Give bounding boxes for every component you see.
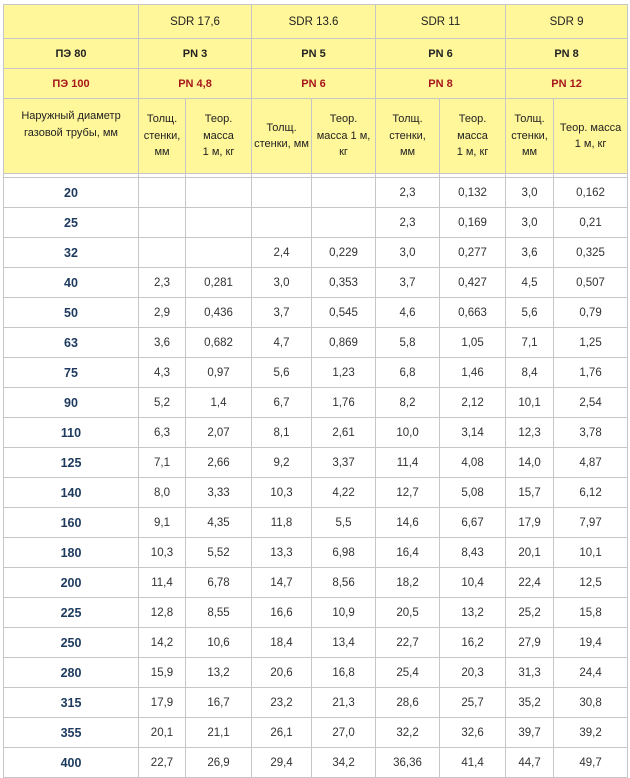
table-row: [4, 628, 628, 658]
column-header-line: стенки,: [143, 129, 181, 142]
mass-cell: 10,9: [312, 598, 376, 628]
wall-thickness-cell: [252, 178, 312, 208]
mass-cell: 0,682: [186, 328, 252, 358]
mass-cell: 0,277: [440, 238, 506, 268]
wall-thickness-cell: 26,1: [252, 718, 312, 748]
outer-diameter-cell: 140: [4, 478, 139, 508]
column-header-line: мм: [154, 146, 170, 159]
wall-thickness-cell: 11,4: [139, 568, 186, 598]
wall-thickness-cell: 12,3: [506, 418, 554, 448]
pe100-label: ПЭ 100: [4, 69, 139, 99]
wall-thickness-cell: 12,7: [376, 478, 440, 508]
outer-diameter-cell: 90: [4, 388, 139, 418]
outer-diameter-cell: 40: [4, 268, 139, 298]
wall-thickness-cell: 7,1: [506, 328, 554, 358]
mass-cell: 8,55: [186, 598, 252, 628]
mass-cell: 2,07: [186, 418, 252, 448]
outer-diameter-cell: 25: [4, 208, 139, 238]
wall-thickness-cell: 10,1: [506, 388, 554, 418]
mass-column-header: [440, 99, 506, 174]
wall-thickness-cell: 5,8: [376, 328, 440, 358]
mass-cell: 24,4: [554, 658, 628, 688]
mass-column-header: [312, 99, 376, 174]
column-header-line: 1 м, кг: [202, 146, 235, 159]
mass-cell: [186, 178, 252, 208]
mass-cell: 0,132: [440, 178, 506, 208]
mass-cell: 6,98: [312, 538, 376, 568]
column-header-line: стенки,: [389, 129, 426, 142]
mass-cell: 21,3: [312, 688, 376, 718]
wall-thickness-cell: 10,3: [252, 478, 312, 508]
mass-cell: 6,12: [554, 478, 628, 508]
mass-cell: 16,2: [440, 628, 506, 658]
mass-cell: 39,2: [554, 718, 628, 748]
mass-cell: 0,436: [186, 298, 252, 328]
mass-cell: 1,4: [186, 388, 252, 418]
mass-cell: 15,8: [554, 598, 628, 628]
mass-cell: 0,427: [440, 268, 506, 298]
column-header-line: Теор.: [329, 113, 358, 126]
table-row: [4, 718, 628, 748]
outer-diameter-cell: 160: [4, 508, 139, 538]
mass-cell: 26,9: [186, 748, 252, 778]
table-row: [4, 208, 628, 238]
pe80-pn-sdr13-6: PN 5: [252, 39, 376, 69]
mass-cell: [186, 208, 252, 238]
table-row: [4, 418, 628, 448]
mass-cell: 0,869: [312, 328, 376, 358]
mass-cell: 0,353: [312, 268, 376, 298]
mass-cell: 8,56: [312, 568, 376, 598]
wall-thickness-column-header: [139, 99, 186, 174]
wall-thickness-cell: 18,4: [252, 628, 312, 658]
wall-thickness-cell: 28,6: [376, 688, 440, 718]
wall-thickness-cell: [139, 238, 186, 268]
wall-thickness-cell: [139, 178, 186, 208]
wall-thickness-cell: 16,4: [376, 538, 440, 568]
table-row: [4, 538, 628, 568]
wall-thickness-cell: 2,3: [376, 208, 440, 238]
wall-thickness-cell: 14,7: [252, 568, 312, 598]
mass-cell: 19,4: [554, 628, 628, 658]
wall-thickness-cell: 3,6: [139, 328, 186, 358]
mass-cell: 10,6: [186, 628, 252, 658]
wall-thickness-cell: 3,7: [376, 268, 440, 298]
wall-thickness-cell: 3,6: [506, 238, 554, 268]
column-header-line: мм: [521, 146, 538, 159]
column-header-line: Теор. масса: [203, 113, 234, 142]
mass-column-header: [554, 99, 628, 174]
mass-cell: 0,229: [312, 238, 376, 268]
column-header-row: [4, 99, 628, 174]
outer-diameter-cell: 250: [4, 628, 139, 658]
wall-thickness-cell: 6,7: [252, 388, 312, 418]
mass-cell: 3,37: [312, 448, 376, 478]
table-row: [4, 178, 628, 208]
wall-thickness-cell: 3,0: [376, 238, 440, 268]
pe80-pn-sdr9: PN 8: [506, 39, 628, 69]
mass-cell: 0,162: [554, 178, 628, 208]
mass-cell: 13,2: [186, 658, 252, 688]
mass-cell: 2,66: [186, 448, 252, 478]
wall-thickness-cell: 15,9: [139, 658, 186, 688]
wall-thickness-cell: 27,9: [506, 628, 554, 658]
wall-thickness-cell: 3,7: [252, 298, 312, 328]
mass-cell: 6,78: [186, 568, 252, 598]
diameter-header: [4, 99, 139, 174]
outer-diameter-cell: 110: [4, 418, 139, 448]
wall-thickness-column-header: [506, 99, 554, 174]
pe80-pn-sdr11: PN 6: [376, 39, 506, 69]
column-header-line: Толщ.: [146, 113, 178, 126]
wall-thickness-cell: 6,8: [376, 358, 440, 388]
mass-cell: 8,43: [440, 538, 506, 568]
wall-thickness-cell: 3,0: [252, 268, 312, 298]
table-row: [4, 298, 628, 328]
wall-thickness-cell: 7,1: [139, 448, 186, 478]
wall-thickness-cell: 8,0: [139, 478, 186, 508]
wall-thickness-cell: 22,7: [376, 628, 440, 658]
pipe-specs-table: [3, 4, 628, 778]
outer-diameter-cell: 315: [4, 688, 139, 718]
corner-cell: [4, 5, 139, 39]
mass-cell: 12,5: [554, 568, 628, 598]
wall-thickness-cell: 20,5: [376, 598, 440, 628]
wall-thickness-cell: 14,6: [376, 508, 440, 538]
outer-diameter-cell: 200: [4, 568, 139, 598]
mass-cell: 13,4: [312, 628, 376, 658]
wall-thickness-cell: 17,9: [506, 508, 554, 538]
mass-cell: 1,05: [440, 328, 506, 358]
wall-thickness-cell: 9,1: [139, 508, 186, 538]
outer-diameter-cell: 20: [4, 178, 139, 208]
wall-thickness-cell: 5,6: [252, 358, 312, 388]
wall-thickness-cell: 25,4: [376, 658, 440, 688]
mass-cell: 32,6: [440, 718, 506, 748]
wall-thickness-cell: 32,2: [376, 718, 440, 748]
wall-thickness-cell: 9,2: [252, 448, 312, 478]
wall-thickness-cell: 3,0: [506, 178, 554, 208]
table-row: [4, 478, 628, 508]
wall-thickness-cell: 22,4: [506, 568, 554, 598]
mass-cell: 2,61: [312, 418, 376, 448]
wall-thickness-cell: 14,0: [506, 448, 554, 478]
mass-cell: 10,1: [554, 538, 628, 568]
wall-thickness-cell: 6,3: [139, 418, 186, 448]
wall-thickness-cell: [139, 208, 186, 238]
mass-cell: 16,8: [312, 658, 376, 688]
mass-cell: 3,14: [440, 418, 506, 448]
wall-thickness-cell: 14,2: [139, 628, 186, 658]
mass-cell: 20,3: [440, 658, 506, 688]
pe80-row: [4, 39, 628, 69]
mass-cell: 30,8: [554, 688, 628, 718]
wall-thickness-cell: 5,2: [139, 388, 186, 418]
mass-cell: 49,7: [554, 748, 628, 778]
wall-thickness-cell: 20,6: [252, 658, 312, 688]
wall-thickness-cell: 12,8: [139, 598, 186, 628]
mass-cell: 1,76: [312, 388, 376, 418]
wall-thickness-cell: 31,3: [506, 658, 554, 688]
wall-thickness-cell: 2,4: [252, 238, 312, 268]
wall-thickness-cell: 20,1: [506, 538, 554, 568]
mass-cell: 3,33: [186, 478, 252, 508]
column-header-line: кг: [339, 146, 348, 159]
wall-thickness-cell: 15,7: [506, 478, 554, 508]
wall-thickness-cell: 5,6: [506, 298, 554, 328]
mass-cell: [186, 238, 252, 268]
mass-cell: [312, 208, 376, 238]
wall-thickness-cell: 18,2: [376, 568, 440, 598]
table-row: [4, 388, 628, 418]
column-header-line: Толщ.: [514, 113, 545, 126]
column-header-line: Толщ.: [392, 113, 423, 126]
wall-thickness-column-header: [376, 99, 440, 174]
wall-thickness-cell: 23,2: [252, 688, 312, 718]
mass-cell: 2,54: [554, 388, 628, 418]
column-header-line: масса 1 м,: [316, 129, 371, 142]
pe100-pn-sdr11: PN 8: [376, 69, 506, 99]
wall-thickness-cell: 13,3: [252, 538, 312, 568]
column-header-line: Теор. масса: [457, 113, 488, 142]
mass-cell: 0,21: [554, 208, 628, 238]
mass-cell: 41,4: [440, 748, 506, 778]
mass-cell: 1,46: [440, 358, 506, 388]
outer-diameter-cell: 355: [4, 718, 139, 748]
mass-cell: 1,76: [554, 358, 628, 388]
pe100-pn-sdr9: PN 12: [506, 69, 628, 99]
mass-cell: 0,663: [440, 298, 506, 328]
outer-diameter-cell: 280: [4, 658, 139, 688]
table-row: [4, 358, 628, 388]
outer-diameter-cell: 50: [4, 298, 139, 328]
sdr-13-6-header: SDR 13.6: [252, 5, 376, 39]
outer-diameter-cell: 75: [4, 358, 139, 388]
wall-thickness-cell: 10,0: [376, 418, 440, 448]
mass-cell: 10,4: [440, 568, 506, 598]
mass-cell: 5,52: [186, 538, 252, 568]
mass-cell: 0,325: [554, 238, 628, 268]
mass-cell: 2,12: [440, 388, 506, 418]
mass-cell: 16,7: [186, 688, 252, 718]
wall-thickness-cell: 4,5: [506, 268, 554, 298]
mass-cell: 6,67: [440, 508, 506, 538]
sdr-17-6-header: SDR 17,6: [139, 5, 252, 39]
wall-thickness-cell: 2,3: [376, 178, 440, 208]
table-row: [4, 268, 628, 298]
wall-thickness-cell: 2,9: [139, 298, 186, 328]
wall-thickness-cell: 29,4: [252, 748, 312, 778]
mass-cell: 4,08: [440, 448, 506, 478]
mass-cell: [312, 178, 376, 208]
outer-diameter-cell: 225: [4, 598, 139, 628]
table-row: [4, 238, 628, 268]
table-row: [4, 328, 628, 358]
wall-thickness-cell: 3,0: [506, 208, 554, 238]
table-row: [4, 658, 628, 688]
pe80-label: ПЭ 80: [4, 39, 139, 69]
outer-diameter-cell: 180: [4, 538, 139, 568]
outer-diameter-cell: 32: [4, 238, 139, 268]
pe80-pn-sdr17-6: PN 3: [139, 39, 252, 69]
wall-thickness-cell: 36,36: [376, 748, 440, 778]
wall-thickness-column-header: [252, 99, 312, 174]
mass-cell: 13,2: [440, 598, 506, 628]
pe100-row: [4, 69, 628, 99]
mass-cell: 0,545: [312, 298, 376, 328]
column-header-line: стенки, мм: [254, 138, 309, 150]
table-row: [4, 568, 628, 598]
diameter-header-line1: Наружный диаметр: [21, 110, 121, 122]
outer-diameter-cell: 63: [4, 328, 139, 358]
sdr-9-header: SDR 9: [506, 5, 628, 39]
mass-cell: 0,169: [440, 208, 506, 238]
outer-diameter-cell: 125: [4, 448, 139, 478]
table-row: [4, 598, 628, 628]
wall-thickness-cell: 44,7: [506, 748, 554, 778]
mass-cell: 5,5: [312, 508, 376, 538]
mass-cell: 34,2: [312, 748, 376, 778]
mass-cell: 0,79: [554, 298, 628, 328]
mass-cell: 3,78: [554, 418, 628, 448]
table-row: [4, 448, 628, 478]
mass-cell: 21,1: [186, 718, 252, 748]
mass-cell: 4,22: [312, 478, 376, 508]
wall-thickness-cell: 16,6: [252, 598, 312, 628]
table-row: [4, 688, 628, 718]
wall-thickness-cell: 2,3: [139, 268, 186, 298]
wall-thickness-cell: 11,8: [252, 508, 312, 538]
column-header-line: Теор. масса: [559, 121, 622, 134]
column-header-line: 1 м, кг: [456, 146, 489, 159]
sdr-11-header: SDR 11: [376, 5, 506, 39]
wall-thickness-cell: [252, 208, 312, 238]
wall-thickness-cell: 39,7: [506, 718, 554, 748]
column-header-line: стенки,: [511, 129, 548, 142]
pe100-pn-sdr13-6: PN 6: [252, 69, 376, 99]
wall-thickness-cell: 11,4: [376, 448, 440, 478]
table-row: [4, 508, 628, 538]
wall-thickness-cell: 8,4: [506, 358, 554, 388]
mass-column-header: [186, 99, 252, 174]
wall-thickness-cell: 20,1: [139, 718, 186, 748]
mass-cell: 4,87: [554, 448, 628, 478]
mass-cell: 4,35: [186, 508, 252, 538]
mass-cell: 25,7: [440, 688, 506, 718]
mass-cell: 5,08: [440, 478, 506, 508]
wall-thickness-cell: 4,3: [139, 358, 186, 388]
mass-cell: 0,507: [554, 268, 628, 298]
wall-thickness-cell: 17,9: [139, 688, 186, 718]
wall-thickness-cell: 22,7: [139, 748, 186, 778]
wall-thickness-cell: 4,7: [252, 328, 312, 358]
column-header-line: Толщ.: [266, 121, 297, 134]
outer-diameter-cell: 400: [4, 748, 139, 778]
mass-cell: 7,97: [554, 508, 628, 538]
column-header-line: мм: [399, 146, 416, 159]
mass-cell: 1,23: [312, 358, 376, 388]
column-header-line: 1 м, кг: [574, 138, 607, 150]
mass-cell: 0,97: [186, 358, 252, 388]
mass-cell: 1,25: [554, 328, 628, 358]
wall-thickness-cell: 35,2: [506, 688, 554, 718]
diameter-header-line2: газовой трубы, мм: [24, 126, 118, 139]
wall-thickness-cell: 8,2: [376, 388, 440, 418]
wall-thickness-cell: 8,1: [252, 418, 312, 448]
wall-thickness-cell: 10,3: [139, 538, 186, 568]
wall-thickness-cell: 25,2: [506, 598, 554, 628]
table-row: [4, 748, 628, 778]
wall-thickness-cell: 4,6: [376, 298, 440, 328]
sdr-header-row: [4, 5, 628, 39]
pe100-pn-sdr17-6: PN 4,8: [139, 69, 252, 99]
mass-cell: 0,281: [186, 268, 252, 298]
mass-cell: 27,0: [312, 718, 376, 748]
